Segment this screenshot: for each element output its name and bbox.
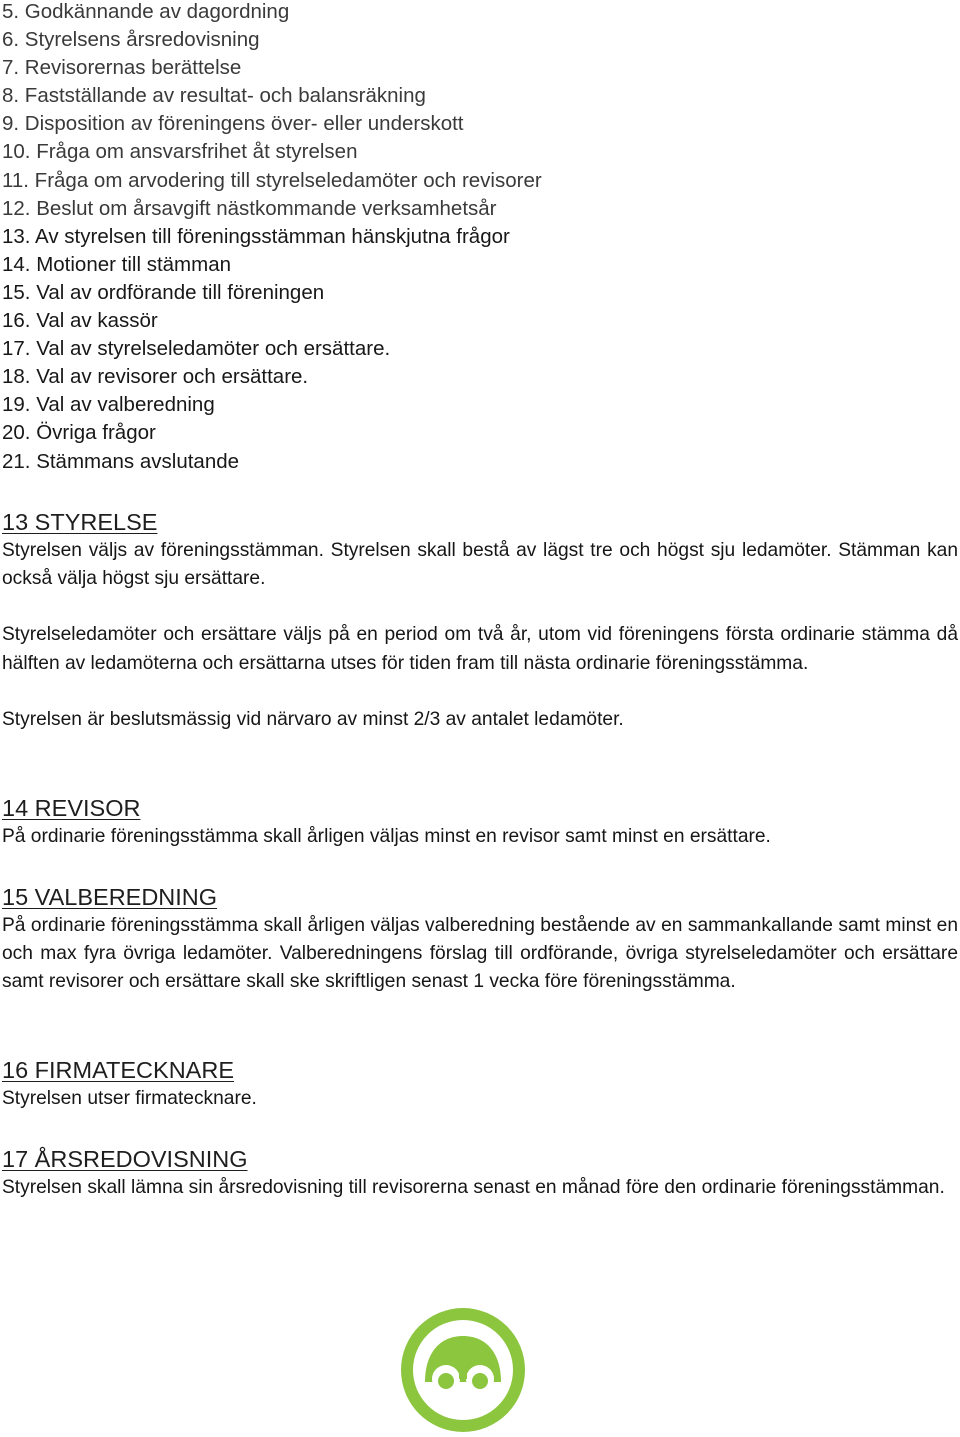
section-paragraph: Styrelsen skall lämna sin årsredovisning till revisorerna senast en månad före den ordinarie föreningsstämman.	[2, 1177, 945, 1198]
agenda-item: 14. Motioner till stämman	[2, 252, 232, 276]
agenda-item: 16. Val av kassör	[2, 309, 158, 333]
section-styrelse	[2, 507, 958, 734]
section-paragraph: Styrelsen är beslutsmässig vid närvaro av minst 2/3 av antalet ledamöter.	[2, 708, 624, 730]
agenda-item: 15. Val av ordförande till föreningen	[2, 280, 325, 304]
section-valberedning	[2, 882, 958, 997]
section-revisor	[2, 793, 958, 851]
car-face-logo-icon	[399, 1306, 527, 1434]
section-heading: 16 FIRMATECKNARE	[2, 1057, 234, 1083]
section-firmatecknare	[2, 1055, 958, 1113]
section-heading: 13 STYRELSE	[2, 509, 158, 535]
agenda-item: 6. Styrelsens årsredovisning	[2, 28, 260, 52]
agenda-list	[2, 0, 542, 478]
section-heading: 15 VALBEREDNING	[2, 884, 218, 910]
agenda-item: 8. Fastställande av resultat- och balansräkning	[2, 84, 426, 108]
agenda-item: 9. Disposition av föreningens över- eller underskott	[2, 112, 464, 136]
section-arsredovisning	[2, 1144, 958, 1202]
section-paragraph: Styrelseledamöter och ersättare väljs på en period om två år, utom vid föreningens första ordinarie stämma då hälften av ledamöterna och ersättarna utses för tiden fram till nästa ordinarie föreningsstämma.	[2, 624, 958, 674]
agenda-item: 17. Val av styrelseledamöter och ersättare.	[2, 337, 391, 361]
agenda-item: 18. Val av revisorer och ersättare.	[2, 365, 309, 389]
agenda-item: 20. Övriga frågor	[2, 421, 156, 445]
agenda-item: 12. Beslut om årsavgift nästkommande verksamhetsår	[2, 196, 497, 220]
section-paragraph: Styrelsen väljs av föreningsstämman. Styrelsen skall bestå av lägst tre och högst sju ledamöter. Stämman kan också välja högst sju ersättare.	[2, 540, 958, 590]
agenda-item: 21. Stämmans avslutande	[2, 449, 240, 473]
section-heading: 14 REVISOR	[2, 795, 141, 821]
section-paragraph: På ordinarie föreningsstämma skall årligen väljas valberedning bestående av en sammankallande samt minst en och max fyra övriga ledamöter. Valberedningens förslag till ordförande, övriga styrelseledamöter och ersättare samt revisorer och ersättare skall ske skriftligen senast 1 vecka före föreningsstämma.	[2, 915, 958, 993]
agenda-item: 7. Revisorernas berättelse	[2, 56, 242, 80]
agenda-item: 10. Fråga om ansvarsfrihet åt styrelsen	[2, 140, 358, 164]
agenda-item: 5. Godkännande av dagordning	[2, 0, 290, 23]
agenda-item: 19. Val av valberedning	[2, 393, 215, 417]
agenda-item: 13. Av styrelsen till föreningsstämman hänskjutna frågor	[2, 224, 510, 248]
section-paragraph: Styrelsen utser firmatecknare.	[2, 1088, 257, 1109]
section-paragraph: På ordinarie föreningsstämma skall årligen väljas minst en revisor samt minst en ersättare.	[2, 826, 771, 847]
section-heading: 17 ÅRSREDOVISNING	[2, 1146, 248, 1172]
agenda-item: 11. Fråga om arvodering till styrelseledamöter och revisorer	[2, 168, 542, 192]
